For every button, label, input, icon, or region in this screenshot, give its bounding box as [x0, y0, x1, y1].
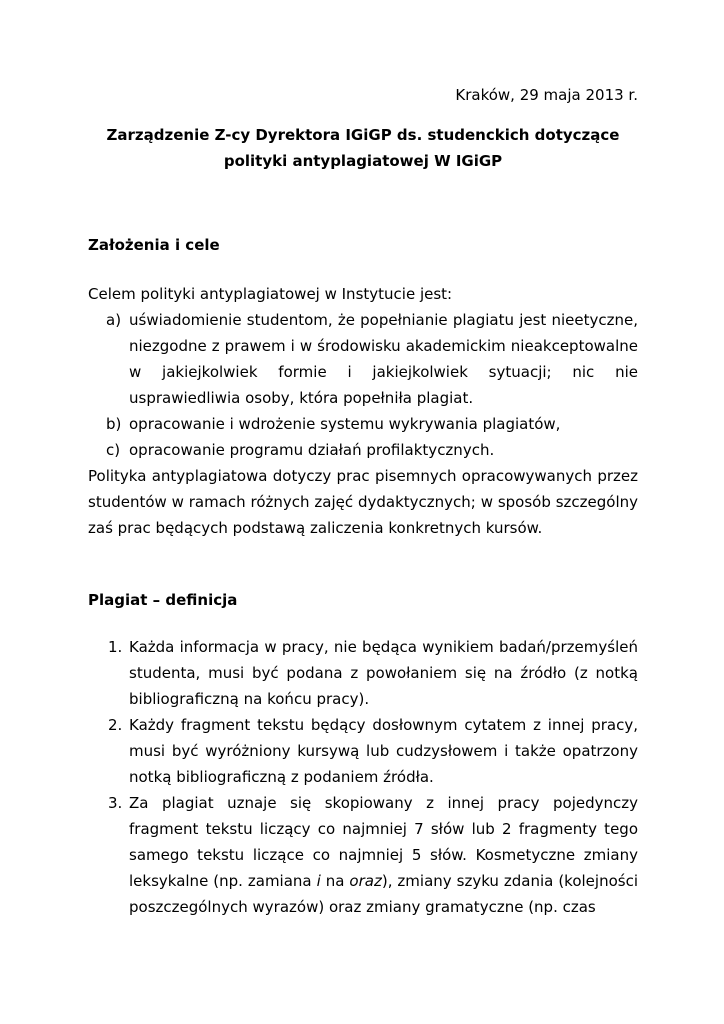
policy-scope-paragraph: Polityka antyplagiatowa dotyczy prac pisemnych opracowywanych przez studentów w ramach różnych zajęć dydaktycznych; w sposób szczególny zaś prac będących podstawą zaliczenia konkretnych kursów. [88, 467, 638, 537]
goals-list [88, 307, 638, 463]
list-item [88, 307, 638, 411]
section-heading-goals: Założenia i cele [88, 236, 220, 254]
list-item [88, 712, 638, 790]
list-marker: 1. [108, 638, 123, 656]
list-item [88, 790, 638, 920]
list-item-text: Każda informacja w pracy, nie będąca wynikiem badań/przemyśleń studenta, musi być podana z powołaniem się na źródło (z notką bibliograficzną na końcu pracy). [129, 638, 638, 708]
list-item-text-part: ), zmiany szyku zdania (kolejności poszczególnych wyrazów) oraz zmiany gramatyczne (np. czas [129, 872, 638, 916]
document-title-line2: polityki antyplagiatowej W IGiGP [223, 152, 503, 170]
list-item-emphasis: i [316, 872, 321, 890]
list-item-text: uświadomienie studentom, że popełnianie plagiatu jest nieetyczne, niezgodne z prawem i w środowisku akademickim nieakceptowalne w jakiejkolwiek formie i jakiejkolwiek sytuacji; nic nie usprawiedliwia osoby, która popełniła plagiat. [129, 311, 638, 407]
list-marker: a) [106, 311, 122, 329]
list-item-text-part: na [320, 872, 350, 890]
list-item-text: opracowanie programu działań profilaktycznych. [129, 441, 495, 459]
goals-intro: Celem polityki antyplagiatowej w Instytucie jest: [88, 285, 453, 303]
list-marker: 3. [108, 794, 123, 812]
list-item [88, 411, 638, 437]
document-date: Kraków, 29 maja 2013 r. [455, 86, 638, 104]
list-item-text: Każdy fragment tekstu będący dosłownym cytatem z innej pracy, musi być wyróżniony kursywą lub cudzysłowem i także opatrzony notką bibliograficzną z podaniem źródła. [129, 716, 638, 786]
list-marker: 2. [108, 716, 123, 734]
document-title-line1: Zarządzenie Z-cy Dyrektora IGiGP ds. studenckich dotyczące [106, 126, 620, 144]
list-item-text-part: Za plagiat uznaje się skopiowany z innej pracy pojedynczy fragment tekstu liczący co najmniej 7 słów lub 2 fragmenty tego samego tekstu liczące co najmniej 5 słów. Kosmetyczne zmiany leksykalne (np. zamiana [129, 794, 638, 890]
section-heading-definition: Plagiat – definicja [88, 591, 238, 609]
list-item [88, 634, 638, 712]
list-marker: c) [106, 441, 121, 459]
list-item [88, 437, 638, 463]
list-item-text: opracowanie i wdrożenie systemu wykrywania plagiatów, [129, 415, 561, 433]
definition-list [88, 634, 638, 920]
list-item-emphasis: oraz [349, 872, 382, 890]
list-marker: b) [106, 415, 122, 433]
